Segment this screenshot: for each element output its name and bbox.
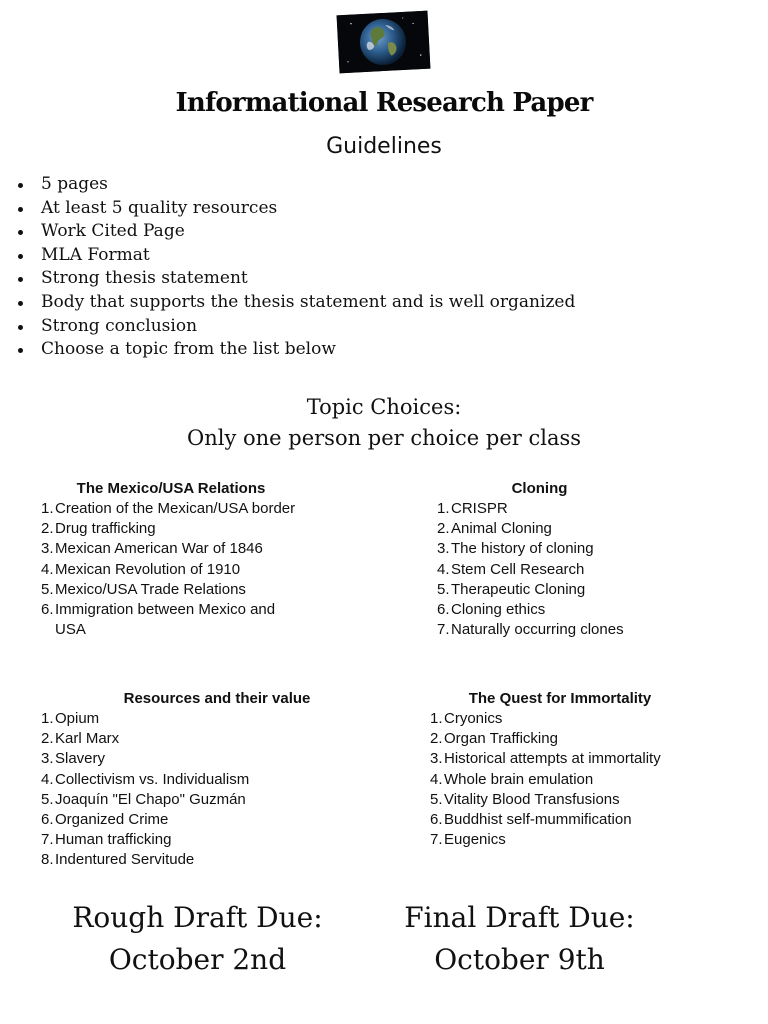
topic-item: 4. Whole brain emulation	[430, 770, 594, 788]
topic-choices-heading	[0, 392, 768, 454]
topic-item: 7. Eugenics	[430, 831, 506, 849]
topic-item: 6. Buddhist self-mummification	[430, 811, 632, 829]
guideline-item: Strong thesis statement	[0, 267, 575, 291]
page-subtitle: Guidelines	[326, 134, 442, 159]
topic-item: 3. The history of cloning	[437, 540, 594, 558]
topic-group-title: The Mexico/USA Relations	[76, 480, 266, 497]
topic-choices-title: Topic Choices:	[306, 395, 462, 419]
topic-item: 6. Immigration between Mexico and USA	[41, 601, 276, 639]
topic-item: 7. Naturally occurring clones	[437, 621, 624, 639]
topic-item: 2. Organ Trafficking	[430, 730, 558, 748]
rough-draft-due	[40, 897, 355, 981]
topic-item: 1. Cryonics	[430, 710, 503, 727]
topic-item: 4. Mexican Revolution of 1910	[41, 560, 241, 578]
topic-item: 5. Vitality Blood Transfusions	[430, 790, 620, 808]
topic-group-cloning	[437, 479, 642, 640]
topic-item: 2. Karl Marx	[41, 730, 120, 748]
topic-item: 2. Animal Cloning	[437, 520, 552, 538]
topic-group-immortality	[430, 689, 690, 850]
topic-item: 3. Historical attempts at immortality	[430, 750, 661, 768]
final-draft-date: October 9th	[434, 943, 605, 976]
topic-item: 6. Cloning ethics	[437, 601, 546, 619]
guideline-item: At least 5 quality resources	[0, 197, 575, 221]
topic-item: 1. Opium	[41, 710, 100, 727]
topic-item: 5. Mexico/USA Trade Relations	[41, 580, 246, 598]
topic-item: 2. Drug trafficking	[41, 520, 156, 538]
topic-choices-rule: Only one person per choice per class	[186, 426, 582, 450]
topic-group-title: Cloning	[511, 480, 568, 497]
topic-item: 3. Slavery	[41, 750, 106, 768]
guideline-item: Strong conclusion	[0, 315, 575, 339]
topic-item: 3. Mexican American War of 1846	[41, 540, 263, 558]
topic-item: 4. Collectivism vs. Individualism	[41, 770, 250, 788]
topic-group-title: The Quest for Immortality	[468, 690, 652, 707]
page-title: Informational Research Paper	[175, 88, 593, 118]
guideline-item: MLA Format	[0, 244, 575, 268]
earth-globe-icon	[337, 11, 431, 74]
topic-item: 8. Indentured Servitude	[41, 851, 195, 869]
topic-item: 7. Human trafficking	[41, 831, 172, 849]
rough-draft-label: Rough Draft Due:	[72, 901, 323, 934]
topic-item: 5. Joaquín "El Chapo" Guzmán	[41, 790, 246, 808]
final-draft-label: Final Draft Due:	[404, 901, 635, 934]
guideline-item: 5 pages	[0, 173, 575, 197]
topic-item: 5. Therapeutic Cloning	[437, 580, 586, 598]
guideline-item: Choose a topic from the list below	[0, 338, 575, 362]
topic-group-mexico	[41, 479, 301, 640]
guideline-item: Work Cited Page	[0, 220, 575, 244]
guidelines-list	[0, 173, 575, 362]
topic-group-resources	[41, 689, 393, 871]
final-draft-due	[362, 897, 677, 981]
guideline-item: Body that supports the thesis statement and is well organized	[0, 291, 575, 315]
topic-item: 4. Stem Cell Research	[437, 560, 585, 578]
rough-draft-date: October 2nd	[108, 943, 287, 976]
topic-item: 1. CRISPR	[437, 500, 508, 517]
topic-item: 1. Creation of the Mexican/USA border	[41, 500, 296, 517]
topic-item: 6. Organized Crime	[41, 811, 169, 829]
topic-group-title: Resources and their value	[123, 690, 311, 707]
